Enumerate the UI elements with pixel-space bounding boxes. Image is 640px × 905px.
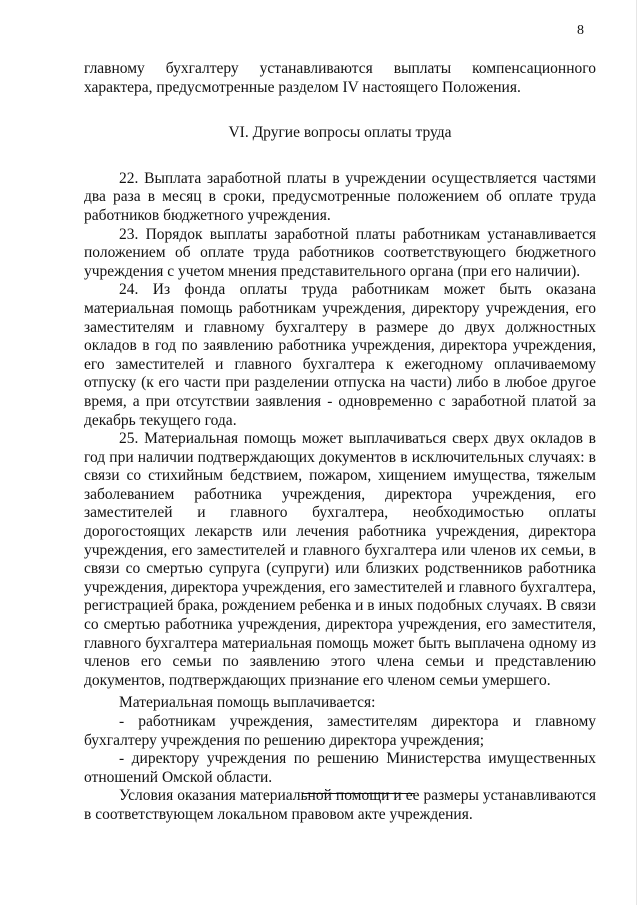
intro-paragraph: главному бухгалтеру устанавливаются выплаты компенсационного характера, предусмотренные разделом IV настоящего Положения. (84, 60, 596, 96)
paragraph-22: 22. Выплата заработной платы в учреждении осуществляется частями два раза в месяц в сроки, предусмотренные положением об оплате труда работников бюджетного учреждения. (84, 169, 596, 224)
end-separator-line (302, 793, 414, 794)
conditions-paragraph: Условия оказания материальной помощи и ее размеры устанавливаются в соответствующем локальном правовом акте учреждения. (84, 787, 596, 823)
paragraph-25: 25. Материальная помощь может выплачиваться сверх двух окладов в год при наличии подтверждающих документов в исключительных случаях: в связи со стихийным бедствием, пожаром, хищением имущества, тяжелым заболеванием работника учреждения, директора учреждения, его заместителей и главного бухгалтера, необходимостью оплаты дорогостоящих лекарств или лечения работника учреждения, директора учреждения, его заместителей и главного бухгалтера или членов их семьи, в связи со смертью супруга (супруги) или близких родственников работника учреждения, директора учреждения, его заместителей и главного бухгалтера, регистрацией брака, рождением ребенка и в иных подобных случаях. В связи со смертью работника учреждения, директора учреждения, его заместителя, главного бухгалтера материальная помощь может быть выплачена одному из членов его семьи по заявлению этого члена семьи и представлению документов, подтверждающих признание его членом семьи умершего. (84, 430, 596, 689)
paragraph-24: 24. Из фонда оплаты труда работникам может быть оказана материальная помощь работникам учреждения, директору учреждения, его заместителям и главному бухгалтеру в размере до двух должностных окладов в год по заявлению работника учреждения, директора учреждения, его заместителей и главного бухгалтера к ежегодному оплачиваемому отпуску (к его части при разделении отпуска на части) либо в любое другое время, а при отсутствии заявления - одновременно с заработной платой за декабрь текущего года. (84, 281, 596, 429)
paid-intro-paragraph: Материальная помощь выплачивается: (119, 694, 376, 712)
bullet-item-employees: - работникам учреждения, заместителям директора и главному бухгалтеру учреждения по решению директора учреждения; (84, 713, 596, 749)
document-body (84, 60, 596, 825)
paragraph-23: 23. Порядок выплаты заработной платы работникам устанавливается положением об оплате труда работников соответствующего бюджетного учреждения с учетом мнения представительного органа (при его наличии). (84, 225, 596, 280)
bullet-item-director: - директору учреждения по решению Министерства имущественных отношений Омской области. (84, 750, 596, 786)
scan-edge (636, 0, 637, 905)
page-number: 8 (577, 23, 584, 38)
section-heading: VI. Другие вопросы оплаты труда (228, 124, 452, 142)
